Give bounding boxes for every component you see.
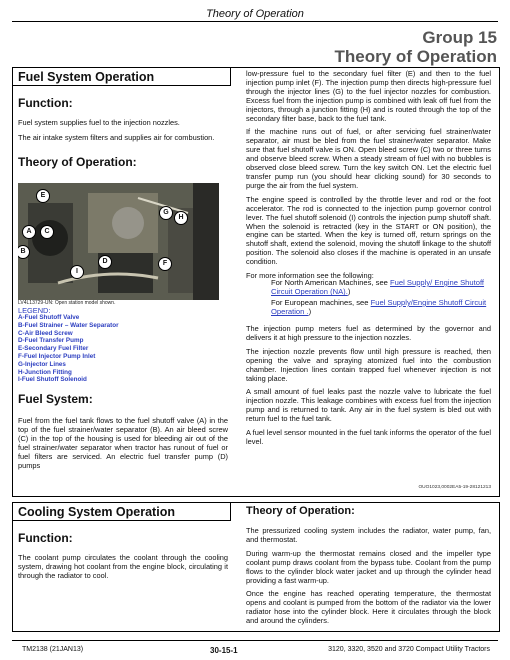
legend-item: I-Fuel Shutoff Solenoid bbox=[18, 376, 87, 384]
cooling-section-title: Cooling System Operation bbox=[18, 505, 175, 519]
ref2-suffix: ) bbox=[308, 307, 312, 317]
fuel-right-column bbox=[246, 70, 491, 281]
fuel-paragraph-8: A fuel level sensor mounted in the fuel tank informs the operator of the fuel level. bbox=[246, 428, 491, 446]
image-caption: LV4L13729-UN: Open station model shown. bbox=[18, 300, 116, 306]
fuel-paragraph-1: low-pressure fuel to the secondary fuel filter (E) and then to the fuel injection pump inlet (F). The injection pump then directs high-pressure fuel through the injector lines (G) to the fuel injector nozzles for combustion. Excess fuel from the injection pump is combined with leak off fuel from the injectors, through a junction fitting (H) and is routed through the top of the secondary filter base, back to the fuel tank. bbox=[246, 69, 491, 123]
cooling-function-heading: Function: bbox=[18, 531, 73, 545]
callout-e: E bbox=[36, 189, 50, 203]
fuel-system-block bbox=[18, 392, 228, 470]
group-heading bbox=[335, 28, 497, 66]
cooling-paragraph-2: During warm-up the thermostat remains closed and the impeller type coolant pump draws coolant from the bypass tube. Coolant from the pump flows to the cylinder block water jacket and up through the cylinder head providing a fast warm-up. bbox=[246, 548, 491, 585]
fuel-function-text-2: The air intake system filters and supplies air for combustion. bbox=[18, 132, 215, 142]
fuel-paragraph-3: The engine speed is controlled by the throttle lever and rod or the foot accelerator. The rod is connected to the injection pump governor control lever. The fuel shutoff solenoid (I) controls the injection pump shutoff shaft. When the solenoid is retracted (key in the START or ON position), the engine can be started. When the key is turned off, return springs on the shutoff shaft, extend the solenoid, moving the shutoff linkage to the shutoff position. The solenoid also closes if the machine is operated in an unsafe condition. bbox=[246, 194, 491, 267]
footer-model-list: 3120, 3320, 3520 and 3720 Compact Utility Tractors bbox=[328, 646, 490, 653]
callout-d: D bbox=[98, 255, 112, 269]
cooling-left-column bbox=[18, 505, 228, 581]
fuel-doc-id: OUO1023,0002EA5-19-28121213 bbox=[418, 485, 491, 490]
fuel-paragraph-2: If the machine runs out of fuel, or after servicing fuel strainer/water separator, air must be bled from the fuel strainer/water separator. Make sure that fuel shutoff valve is ON. Open bleed screw (C) two or three turns and observe bleed screw. When a steady stream of fuel with no bubbles is observed close bleed screw. Turn the key switch ON. Let the electric fuel transfer pump run (you should hear clicking sound) for 30 seconds to purge the air from the fuel system. bbox=[246, 127, 491, 190]
reference-north-america bbox=[271, 278, 495, 297]
callout-b: B bbox=[18, 245, 30, 259]
cooling-paragraph-3: Once the engine has reached operating temperature, the thermostat opens and coolant is pumped from the bottom of the radiator via the lower radiator hose into the cylinder block. Here it circulates through the block and around the cylinders. bbox=[246, 589, 491, 626]
footer-rule bbox=[12, 640, 498, 641]
callout-h: H bbox=[174, 211, 188, 225]
fuel-paragraph-4: For more information see the following: bbox=[246, 271, 374, 281]
callout-c: C bbox=[40, 225, 54, 239]
fuel-function-heading: Function: bbox=[18, 96, 73, 110]
engine-photo bbox=[18, 183, 219, 300]
fuel-paragraph-6: The injection nozzle prevents flow until high pressure is reached, then opening the valve and spraying atomized fuel into the combustion chamber. Injection lines contain trapped fuel whenever injection is not taking place. bbox=[246, 346, 491, 383]
link-fuel-supply-eu[interactable]: Fuel Supply/Engine Shutoff Circuit Operation . bbox=[271, 298, 487, 317]
fuel-section-title: Fuel System Operation bbox=[18, 70, 155, 84]
fuel-system-heading: Fuel System: bbox=[18, 392, 93, 406]
legend-item: C-Air Bleed Screw bbox=[18, 329, 73, 337]
ref1-prefix: For North American Machines, see bbox=[271, 278, 388, 287]
cooling-paragraph-1: The pressurized cooling system includes the radiator, water pump, fan, and thermostat. bbox=[246, 526, 491, 544]
legend-item: E-Secondary Fuel Filter bbox=[18, 345, 89, 353]
fuel-paragraph-5: The injection pump meters fuel as determined by the governor and delivers it at high pressure to the injection nozzles. bbox=[246, 324, 491, 342]
group-title: Theory of Operation bbox=[334, 47, 497, 66]
legend-item: H-Junction Fitting bbox=[18, 368, 72, 376]
group-number: Group 15 bbox=[422, 28, 497, 47]
fuel-right-column-lower bbox=[246, 325, 491, 447]
ref2-prefix: For European machines, see bbox=[271, 298, 369, 307]
fuel-left-column bbox=[18, 70, 228, 169]
running-head: Theory of Operation bbox=[206, 8, 304, 20]
footer-page-number: 30-15-1 bbox=[210, 646, 238, 655]
fuel-paragraph-7: A small amount of fuel leaks past the nozzle valve to lubricate the fuel injection nozzle. This leakage combines with excess fuel from the injection pump and is returned to tank. Any air in the fuel system is bled out with return fuel to the fuel tank. bbox=[246, 387, 491, 424]
cooling-function-text: The coolant pump circulates the coolant through the cooling system, drawing hot coolant from the engine block, circulating it through the radiator to cool. bbox=[18, 553, 228, 580]
fuel-function-text-1: Fuel system supplies fuel to the injection nozzles. bbox=[18, 118, 180, 127]
header-rule bbox=[12, 21, 498, 22]
legend-item: G-Injector Lines bbox=[18, 360, 66, 368]
cooling-theory-heading: Theory of Operation: bbox=[246, 505, 355, 517]
callout-f: F bbox=[158, 257, 172, 271]
legend-title: LEGEND: bbox=[18, 306, 51, 315]
callout-a: A bbox=[22, 225, 36, 239]
cooling-right-column bbox=[246, 505, 491, 626]
link-fuel-supply-na[interactable]: Fuel Supply/ Engine Shutoff Circuit Operation (NA). bbox=[271, 278, 485, 297]
legend-list bbox=[18, 314, 119, 384]
fuel-system-text: Fuel from the fuel tank flows to the fuel shutoff valve (A) in the top of the fuel strainer/water separator (B). An air bleed screw (C) in the top of the housing is used for bleeding air out of the fuel strainer/water separator when tractor has runout of fuel or fuel filters are serviced. An electric fuel transfer pump (D) pumps bbox=[18, 416, 228, 470]
ref1-suffix: ) bbox=[347, 287, 351, 297]
footer-manual-id: TM2138 (21JAN13) bbox=[22, 646, 84, 653]
legend-item: A-Fuel Shutoff Valve bbox=[18, 314, 80, 321]
legend-item: D-Fuel Transfer Pump bbox=[18, 337, 84, 345]
legend-item: B-Fuel Strainer – Water Separator bbox=[18, 321, 119, 329]
fuel-theory-heading: Theory of Operation: bbox=[18, 154, 137, 169]
legend-item: F-Fuel Injector Pump Inlet bbox=[18, 352, 96, 360]
callout-i: I bbox=[70, 265, 84, 279]
reference-europe bbox=[271, 298, 495, 317]
callout-g: G bbox=[159, 206, 173, 220]
